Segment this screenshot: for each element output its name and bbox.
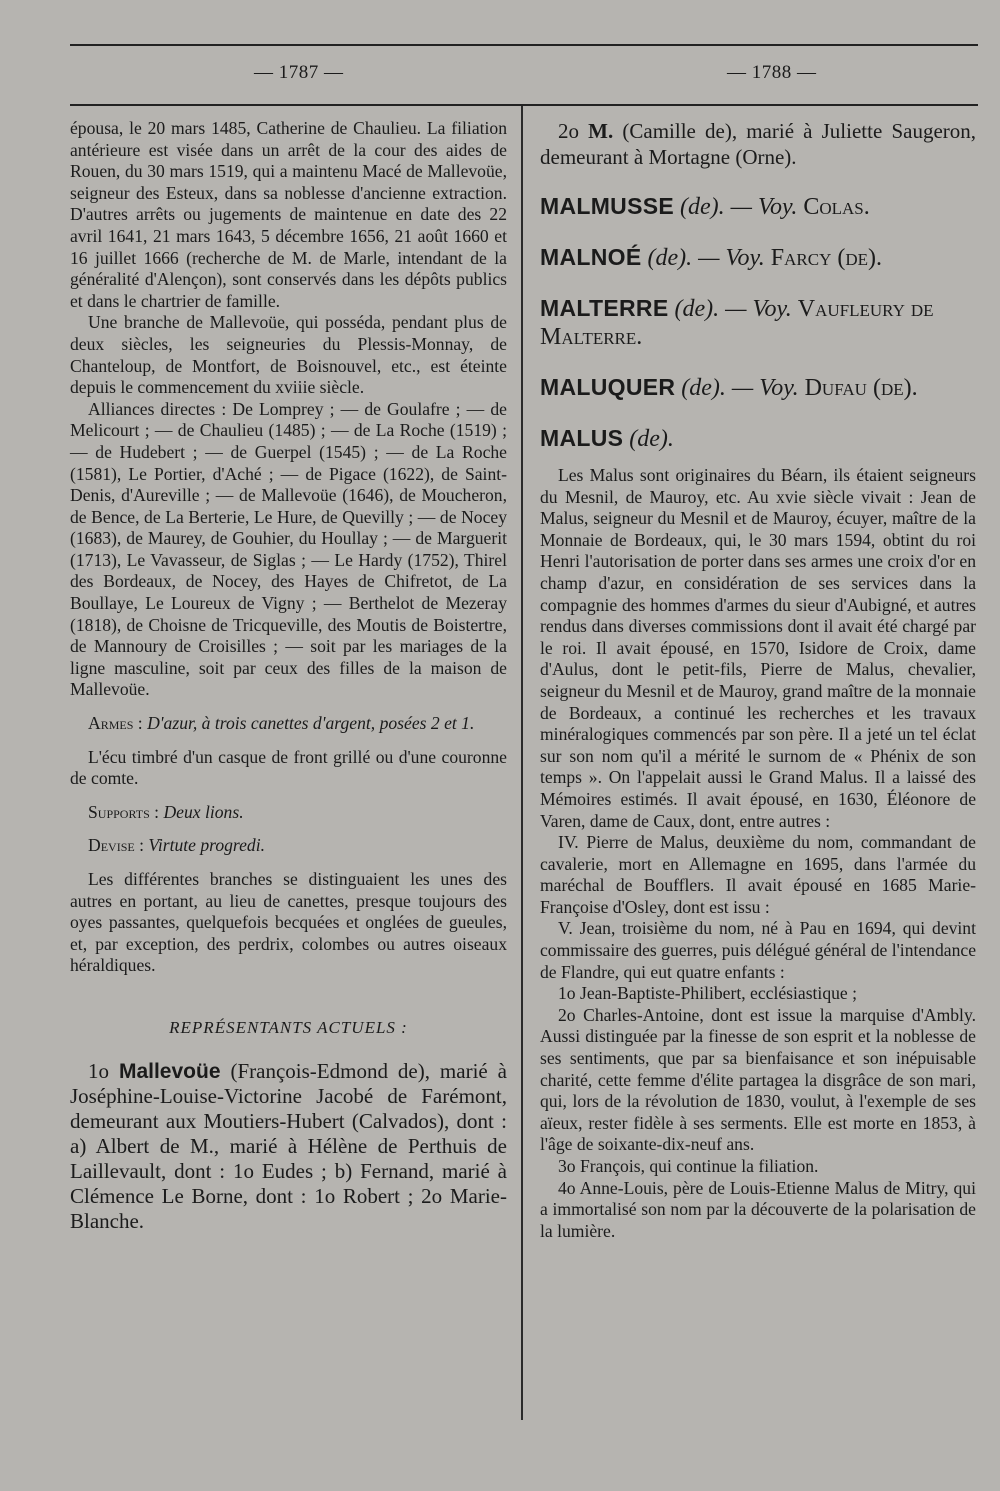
armes-label: Armes <box>88 713 134 734</box>
entry-voy: — Voy. <box>730 194 798 220</box>
entry-particle: (de). <box>680 194 725 220</box>
representant-block <box>70 1059 507 1234</box>
entry-particle: (de). <box>629 426 674 452</box>
column-divider <box>521 106 523 1420</box>
entry-malus <box>540 424 976 453</box>
top-rule <box>70 44 978 46</box>
entry-malmusse <box>540 192 976 221</box>
continued-text: (Camille de), marié à Juliette Saugeron, demeurant à Mortagne (Orne). <box>540 119 977 169</box>
paragraph-alliances: Alliances directes : De Lomprey ; — de Goulafre ; — de Melicourt ; — de Chaulieu (1485) ; — de La Roche (1519) ; — de Hudebert ; — de Guerpel (1545) ; — de La Roche (1581), Le Portier, d'Aché ; — de Pigace (1622), de Saint-Denis, d'Aureville ; — de Mallevoüe (1646), de Moucheron, de Bence, de La Berterie, Le Hure, de Quevilly ; — de Nocey (1683), de Maurey, de Gouhier, du Houllay ; — de Marguerit (1713), Le Vavasseur, de Siglas ; — Le Hardy (1752), Thirel des Bordeaux, de Nocey, des Hayes de Chifretot, de La Boullaye, Le Loureux de Vigny ; — Berthelot de Mezeray (1818), de Choisne de Tricqueville, des Moutis de Boistertre, de Mannoury de Croisilles ; — soit par les mariages de la ligne masculine, soit par ceux des filles de la maison de Mallevoüe. <box>70 398 507 700</box>
paragraph-malus-origins: Les Malus sont originaires du Béarn, ils étaient seigneurs du Mesnil, de Mauroy, etc. Au xvie siècle vivait : Jean de Malus, seigneur du Mesnil et de Mauroy, écuyer, maître de la Monnaie de Bordeaux, qui, le 30 mars 1594, obtint du roi Henri l'autorisation de porter dans ses armes une croix d'or en champ d'azur, en considération de ses services dans la compagnie des hommes d'armes du sieur d'Aubigné, et autres rendus dans diverses commissions dont il avait été chargé par le roi. Il avait épousé, en 1570, Isidore de Croix, dame d'Aulus, dont le petit-fils, Pierre de Malus, chevalier, seigneur du Mesnil et de Mauroy, grand maître de la monnaie de Bordeaux, a continué les recherches et les travaux minéralogiques commencés par son père. Il a jeté un tel éclat sur son nom qu'il a mérité le surnom de « Phénix de son temps ». On l'appelait aussi le Grand Malus. Il a laissé des Mémoires estimés. Il avait épousé, en 1630, Éléonore de Varen, dame de Caux, dont, entre autres : <box>540 465 976 831</box>
entry-name: MALNOÉ <box>540 244 642 270</box>
child-3: 3o François, qui continue la filiation. <box>558 1156 819 1176</box>
devise-text: Virtute progredi. <box>148 835 266 856</box>
continued-name: M. <box>588 119 614 143</box>
entry-particle: (de). <box>681 375 726 401</box>
devise-label: Devise <box>88 835 135 856</box>
continued-number: 2o <box>558 119 579 143</box>
devise-line: Devise : Virtute progredi. <box>88 835 266 856</box>
representant-name: Mallevoüe <box>118 1059 221 1083</box>
representants-title: REPRÉSENTANTS ACTUELS : <box>169 1017 408 1037</box>
paragraph-generation-v: V. Jean, troisième du nom, né à Pau en 1694, qui devint commissaire des guerres, puis délégué général de l'intendance de Flandre, qui eut quatre enfants : <box>540 918 977 982</box>
entry-malterre <box>540 294 976 351</box>
entry-ref: Dufau (de). <box>804 375 918 401</box>
supports-line: Supports : Deux lions. <box>88 801 244 822</box>
paragraph-branches: Les différentes branches se distinguaient les unes des autres en portant, au lieu de canettes, presque toujours des oyes passantes, quelquefois becquées et onglées de gueules, et, par exception, des perdrix, colombes ou autres oiseaux héraldiques. <box>70 869 507 976</box>
child-4: 4o Anne-Louis, père de Louis-Etienne Malus de Mitry, qui a immortalisé son nom par la découverte de la polarisation de la lumière. <box>540 1177 976 1241</box>
entry-ref: Farcy (de). <box>770 245 883 271</box>
paragraph-filiation: épousa, le 20 mars 1485, Catherine de Chaulieu. La filiation antérieure est visée dans un arrêt de la cour des aides de Rouen, du 30 mars 1519, qui a maintenu Macé de Mallevoüe, seigneur des Esteux, dans sa noblesse d'ancienne extraction. D'autres arrêts ou jugements de maintenue en date des 22 avril 1641, 21 mars 1643, 5 décembre 1656, 21 août 1660 et 16 juillet 1666 (recherche de M. de Marle, intendant de la généralité d'Alençon), sont conservés dans les dépôts publics et dans le chartrier de famille. <box>70 118 507 311</box>
right-column <box>540 118 976 1242</box>
ecu-line: L'écu timbré d'un casque de front grillé ou d'une couronne de comte. <box>70 746 507 789</box>
child-1: 1o Jean-Baptiste-Philibert, ecclésiastique ; <box>558 983 858 1004</box>
representant-entry <box>70 1059 507 1234</box>
entry-name: MALMUSSE <box>540 193 675 219</box>
supports-text: Deux lions. <box>163 801 244 822</box>
entry-ref: Colas. <box>803 194 870 220</box>
entry-particle: (de). <box>647 245 693 271</box>
entry-voy: — Voy. <box>731 375 799 401</box>
entry-voy: — Voy. <box>698 245 765 271</box>
continued-entry <box>540 118 976 170</box>
header-rule <box>70 104 978 106</box>
entry-name: MALTERRE <box>540 295 669 321</box>
armes-line: Armes : D'azur, à trois canettes d'argent, posées 2 et 1. <box>88 713 475 734</box>
paragraph-branche: Une branche de Mallevoüe, qui posséda, pendant plus de deux siècles, les seigneuries du Plessis-Monnay, de Chanteloup, de Montfort, de Boisnouvel, etc., est éteinte depuis le commencement du xviiie siècle. <box>70 312 507 398</box>
entry-particle: (de). <box>674 296 720 322</box>
left-page-number: — 1787 — <box>254 62 344 83</box>
right-page-number: — 1788 — <box>727 62 817 83</box>
left-column <box>70 118 507 1234</box>
entry-maluquer <box>540 373 976 402</box>
paragraph-generation-iv: IV. Pierre de Malus, deuxième du nom, commandant de cavalerie, mort en Allemagne en 1695, dans l'armée du maréchal de Boufflers. Il avait épousé en 1685 Marie-Françoise d'Osley, dont est issu : <box>540 832 976 917</box>
representant-text: (François-Edmond de), marié à Joséphine-Louise-Victorine Jacobé de Farémont, demeurant aux Moutiers-Hubert (Calvados), dont : a) Albert de M., marié à Hélène de Perthuis de Laillevault, dont : 1o Eudes ; b) Fernand, marié à Clémence Le Borne, dont : 1o Robert ; 2o Marie-Blanche. <box>70 1058 507 1233</box>
entry-ref: Vaufleury de Malterre. <box>540 296 934 350</box>
armes-text: D'azur, à trois canettes d'argent, posées 2 et 1. <box>147 713 475 734</box>
representant-number: 1o <box>88 1058 109 1083</box>
entry-name: MALUQUER <box>540 374 676 400</box>
child-2: 2o Charles-Antoine, dont est issue la marquise d'Ambly. Aussi distinguée par la finesse de son esprit et la noblesse de ses sentiments, que par sa bienfaisance et son inépuisable charité, cette femme d'élite partagea la disgrâce de son mari, qui, lors de la révolution de 1830, voulut, à l'exemple de ses aïeux, rester fidèle à ses serments. Elle est morte en 1853, à l'âge de soixante-dix-neuf ans. <box>540 1004 976 1155</box>
supports-label: Supports <box>88 801 150 822</box>
entry-name: MALUS <box>540 425 624 451</box>
entry-voy: — Voy. <box>725 296 792 322</box>
entry-malnoe <box>540 243 976 272</box>
